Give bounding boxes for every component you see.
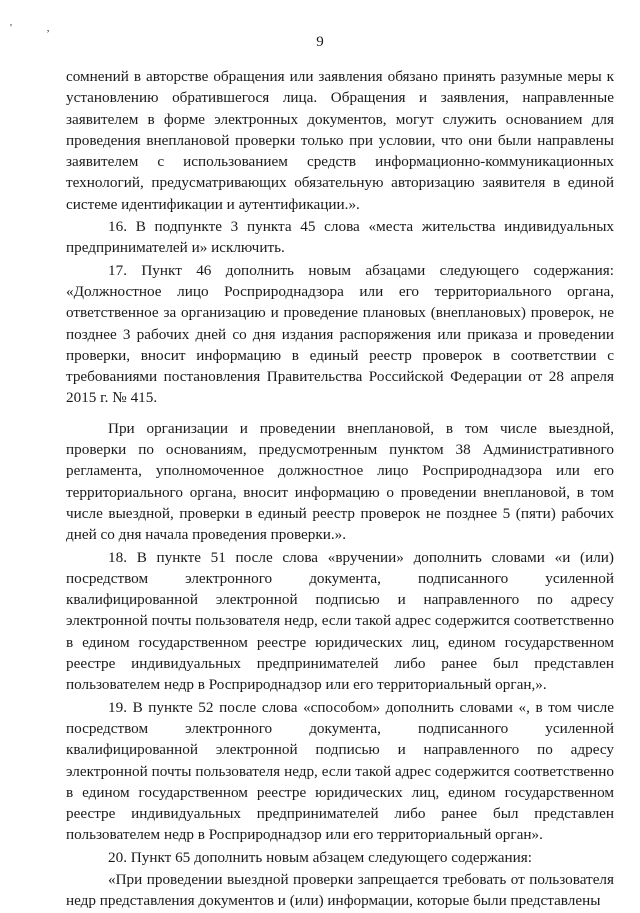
paragraph-item-16: 16. В подпункте 3 пункта 45 слова «места жительства индивидуальных предпринимателей и» исключить. xyxy=(66,218,614,257)
scan-marks xyxy=(10,22,81,34)
scan-mark: ' xyxy=(10,22,12,34)
scan-mark: , xyxy=(46,22,50,34)
paragraph-item-18: 18. В пункте 51 после слова «вручении» дополнить словами «и (или) посредством электронного документа, подписанного усиленной квалифицированной электронной подписью и направленного по адресу электронной почты пользователя недр, если такой адрес содержится соответственно в едином государственном реестре юридических лиц, едином государственном реестре индивидуальных предпринимателей либо ранее был представлен пользователем недр в Росприроднадзор или его территориальный орган,». xyxy=(66,548,614,694)
paragraph-item-17-continued: При организации и проведении внеплановой, в том числе выездной, проверки по основаниям, предусмотренным пунктом 38 Административного регламента, уполномоченное должностное лицо Росприроднадзора или его территориального органа, вносит информацию о проведении внеплановой, в том числе выездной, проверки в единый реестр проверок не позднее 5 (пяти) рабочих дней со дня начала проведения проверки.». xyxy=(66,419,614,544)
page-number: 9 xyxy=(316,34,324,50)
paragraph-item-20-quote: «При проведении выездной проверки запрещается требовать от пользователя недр представления документов и (или) информации, которые были представлены xyxy=(66,870,614,910)
paragraph-item-20: 20. Пункт 65 дополнить новым абзацем следующего содержания: xyxy=(108,848,532,866)
paragraph-item-17: 17. Пункт 46 дополнить новым абзацами следующего содержания: «Должностное лицо Росприроднадзора или его территориального органа, ответственное за организацию и проведение плановых (внеплановых) проверок, не позднее 3 рабочих дней со дня издания распоряжения или приказа и проведении проверки, вносит информацию в единый реестр проверок в соответствии с требованиями постановления Правительства Российской Федерации от 28 апреля 2015 г. № 415. xyxy=(66,261,614,407)
paragraph-item-19: 19. В пункте 52 после слова «способом» дополнить словами «, в том числе посредством электронного документа, подписанного усиленной квалифицированной электронной подписью и направленного по адресу электронной почты пользователя недр, если такой адрес содержится соответственно в едином государственном реестре юридических лиц, едином государственном реестре индивидуальных предпринимателей либо ранее был представлен пользователем недр в Росприроднадзор или его территориальный орган». xyxy=(66,698,614,844)
document-body xyxy=(66,66,614,913)
paragraph-continuation: сомнений в авторстве обращения или заявления обязано принять разумные меры к установлению обратившегося лица. Обращения и заявления, направленные заявителем в форме электронных документов, могут служить основанием для проведения внеплановой проверки только при условии, что они были направлены заявителем с использованием средств информационно-коммуникационных технологий, предусматривающих обязательную авторизацию заявителя в единой системе идентификации и аутентификации.». xyxy=(66,68,614,213)
